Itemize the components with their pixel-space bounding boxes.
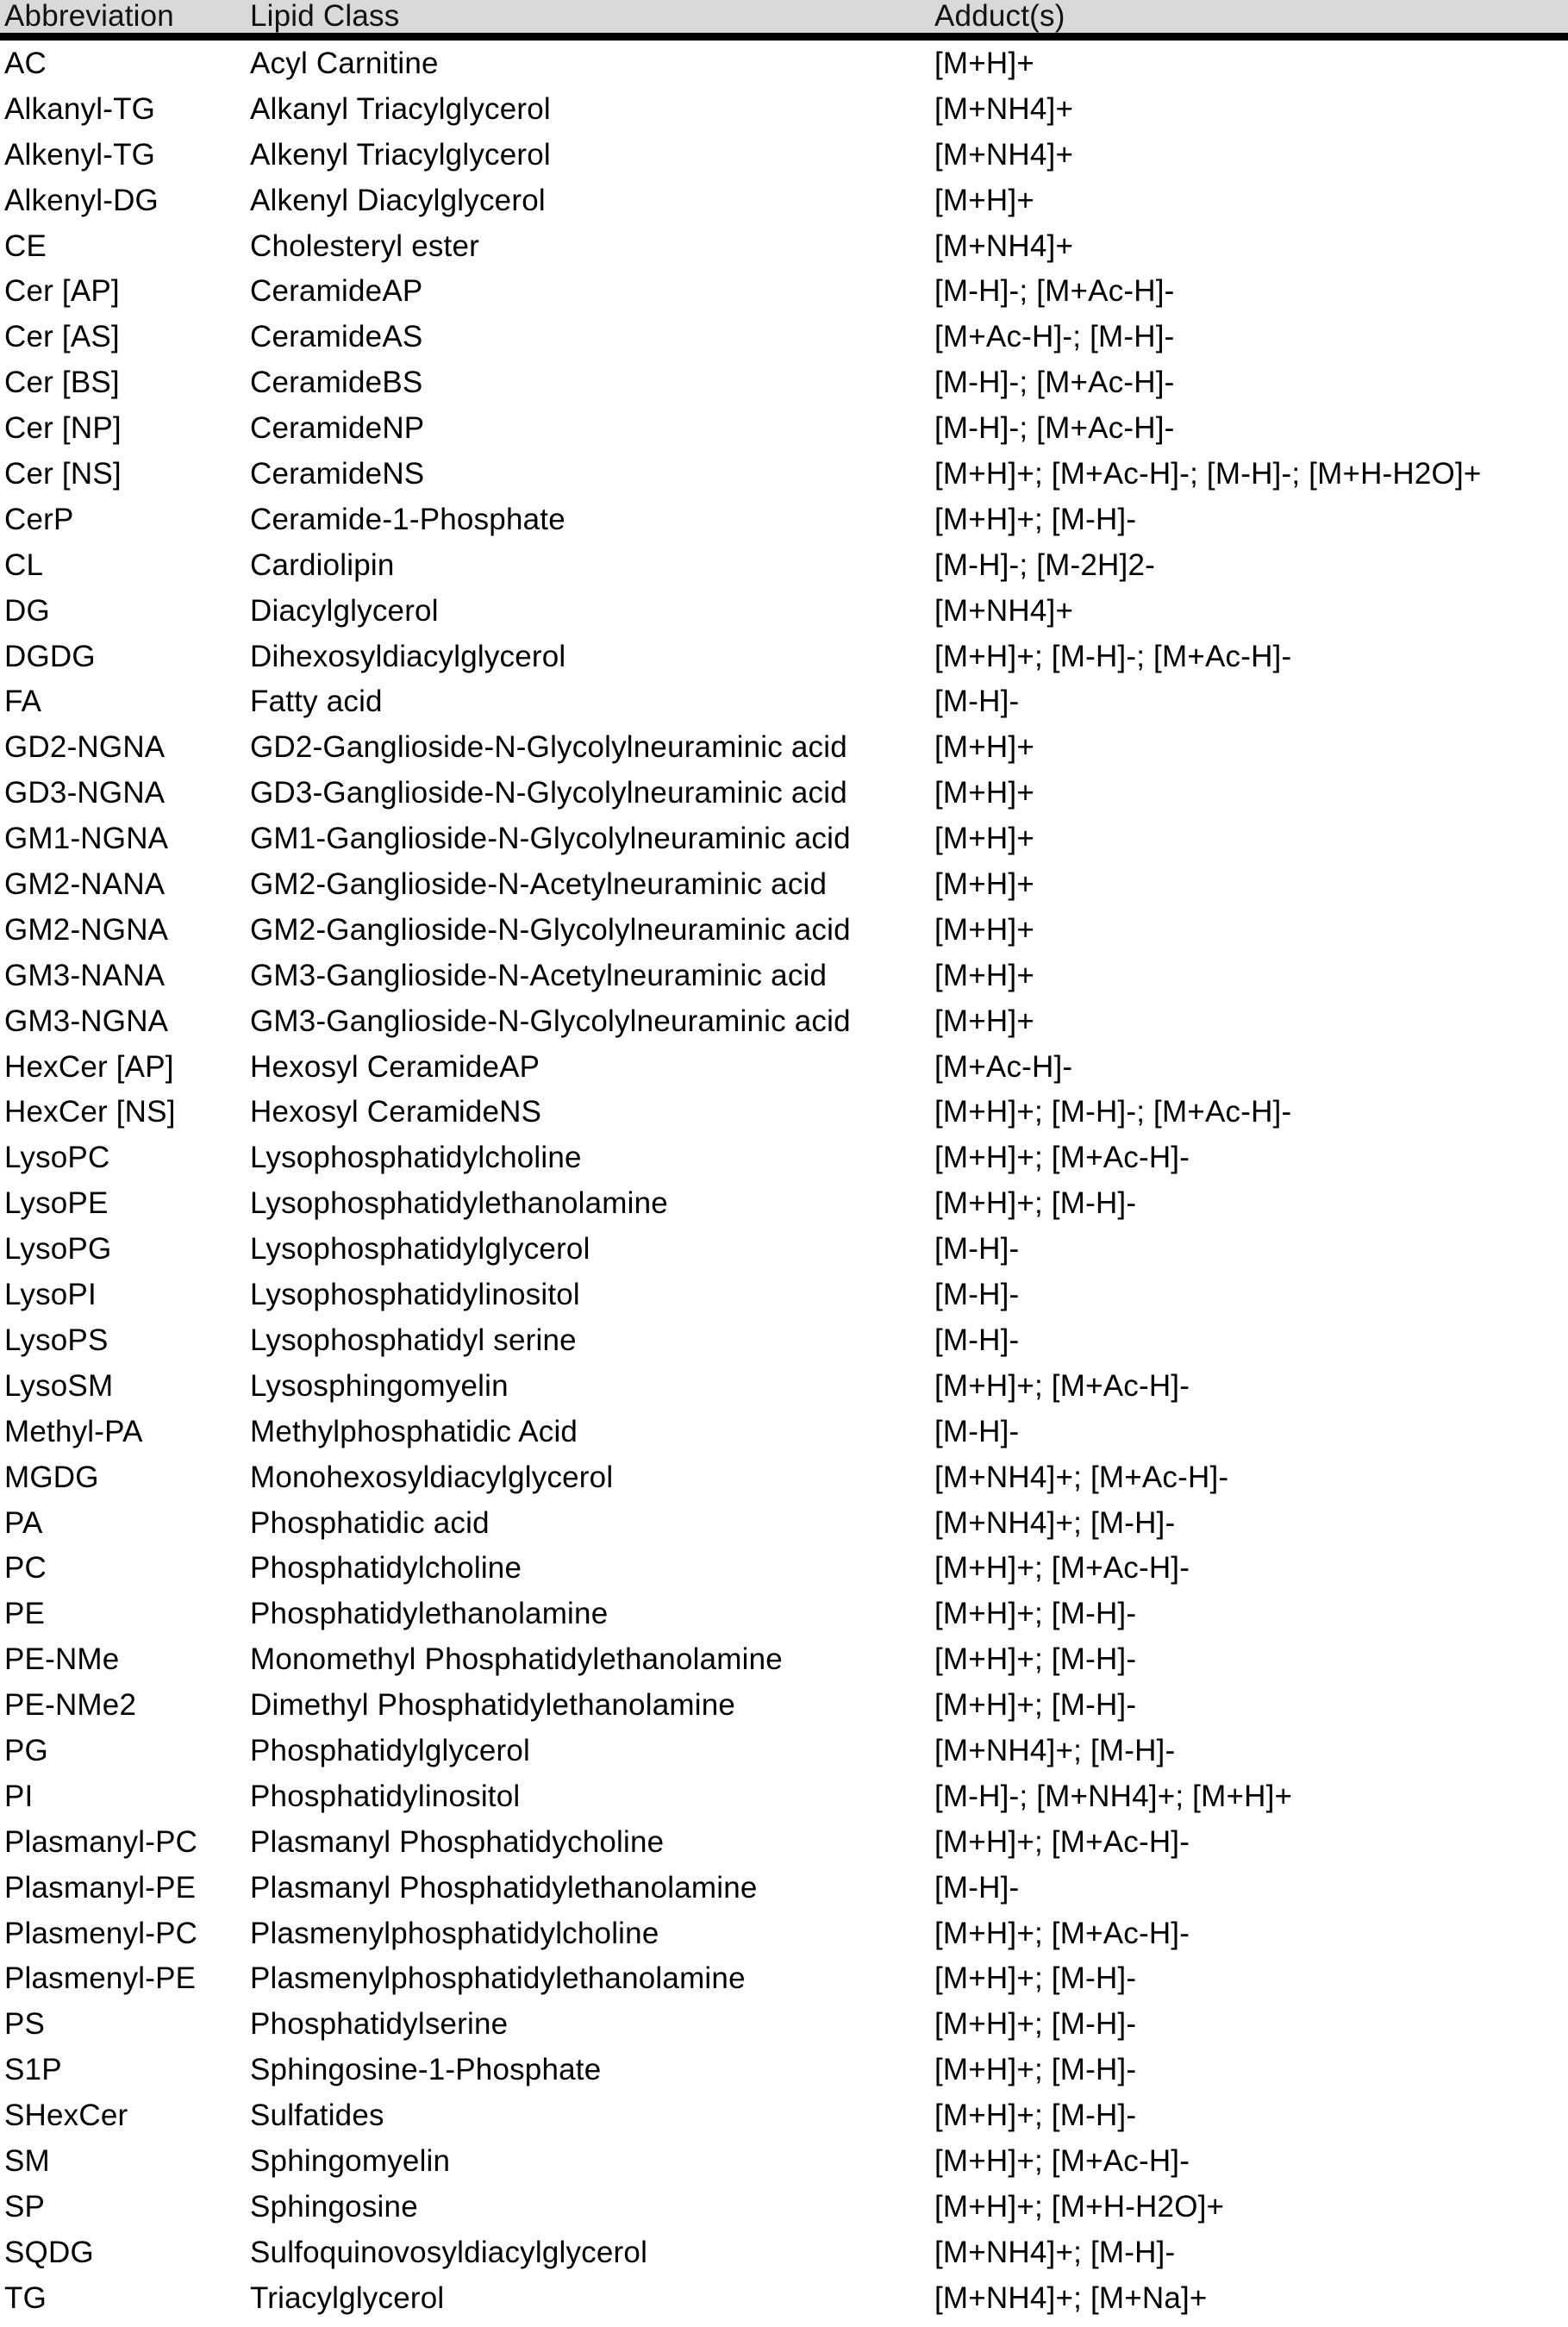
- cell-adducts: [M+H]+; [M-H]-: [934, 1186, 1137, 1221]
- cell-adducts: [M+Ac-H]-: [934, 1049, 1073, 1084]
- table-row: [0, 274, 1568, 320]
- table-row: [0, 1734, 1568, 1780]
- table-row: [0, 1688, 1568, 1734]
- cell-adducts: [M-H]-: [934, 1323, 1020, 1357]
- cell-lipid-class: Phosphatidylcholine: [250, 1551, 522, 1586]
- table-header-row: [0, 0, 1568, 33]
- table-row: [0, 1871, 1568, 1917]
- table-row: [0, 1369, 1568, 1415]
- cell-abbreviation: SQDG: [4, 2235, 94, 2269]
- cell-abbreviation: PI: [4, 1779, 34, 1813]
- cell-abbreviation: GM3-NANA: [4, 958, 166, 992]
- cell-abbreviation: GM1-NGNA: [4, 822, 169, 856]
- cell-abbreviation: LysoPG: [4, 1232, 112, 1267]
- cell-adducts: [M-H]-; [M+Ac-H]-: [934, 274, 1175, 309]
- cell-adducts: [M+H]+; [M-H]-: [934, 1597, 1137, 1631]
- table-row: [0, 92, 1568, 138]
- cell-lipid-class: Monohexosyldiacylglycerol: [250, 1460, 614, 1494]
- table-row: [0, 1597, 1568, 1642]
- cell-lipid-class: CeramideAP: [250, 274, 423, 309]
- cell-abbreviation: PE-NMe: [4, 1642, 120, 1677]
- cell-adducts: [M+H]+; [M+Ac-H]-: [934, 1141, 1190, 1175]
- cell-lipid-class: Phosphatidylserine: [250, 2007, 509, 2042]
- cell-adducts: [M-H]-; [M+Ac-H]-: [934, 411, 1175, 446]
- cell-lipid-class: Plasmenylphosphatidylcholine: [250, 1916, 659, 1950]
- table-row: [0, 184, 1568, 229]
- cell-adducts: [M+H]+; [M-H]-: [934, 2053, 1137, 2087]
- table-row: [0, 1642, 1568, 1688]
- cell-adducts: [M+H]+; [M-H]-: [934, 502, 1137, 536]
- cell-abbreviation: CE: [4, 228, 47, 263]
- cell-abbreviation: PA: [4, 1505, 43, 1540]
- table-row: [0, 1506, 1568, 1552]
- cell-lipid-class: Cardiolipin: [250, 547, 395, 582]
- cell-abbreviation: LysoPI: [4, 1278, 97, 1312]
- cell-lipid-class: GD3-Ganglioside-N-Glycolylneuraminic acid: [250, 776, 847, 810]
- cell-abbreviation: Plasmanyl-PE: [4, 1870, 197, 1905]
- cell-abbreviation: Cer [NS]: [4, 457, 122, 491]
- cell-adducts: [M+NH4]+; [M+Ac-H]-: [934, 1460, 1229, 1494]
- cell-abbreviation: PC: [4, 1551, 47, 1586]
- cell-lipid-class: Alkanyl Triacylglycerol: [250, 91, 551, 126]
- cell-adducts: [M+H]+: [934, 47, 1034, 80]
- cell-adducts: [M+NH4]+; [M-H]-: [934, 1733, 1176, 1767]
- cell-adducts: [M+H]+; [M-H]-; [M+Ac-H]-: [934, 639, 1292, 673]
- cell-lipid-class: Methylphosphatidic Acid: [250, 1414, 578, 1448]
- cell-abbreviation: S1P: [4, 2053, 62, 2087]
- cell-abbreviation: LysoPC: [4, 1141, 110, 1175]
- cell-lipid-class: Phosphatidic acid: [250, 1505, 490, 1540]
- cell-adducts: [M+NH4]+; [M-H]-: [934, 2235, 1176, 2269]
- cell-lipid-class: Sphingosine: [250, 2189, 418, 2224]
- cell-adducts: [M-H]-; [M+Ac-H]-: [934, 366, 1175, 400]
- cell-lipid-class: Sphingomyelin: [250, 2143, 451, 2178]
- cell-lipid-class: Alkenyl Diacylglycerol: [250, 183, 546, 217]
- cell-adducts: [M+H]+: [934, 776, 1034, 810]
- cell-abbreviation: GM3-NGNA: [4, 1004, 169, 1038]
- cell-adducts: [M+H]+; [M+Ac-H]-: [934, 2143, 1190, 2178]
- cell-lipid-class: GM2-Ganglioside-N-Acetylneuraminic acid: [250, 867, 828, 902]
- cell-abbreviation: Plasmenyl-PE: [4, 1961, 197, 1996]
- cell-adducts: [M+H]+: [934, 912, 1034, 947]
- cell-abbreviation: LysoPE: [4, 1186, 109, 1221]
- cell-lipid-class: Monomethyl Phosphatidylethanolamine: [250, 1642, 783, 1677]
- cell-abbreviation: DGDG: [4, 639, 96, 673]
- cell-lipid-class: Diacylglycerol: [250, 593, 439, 628]
- cell-adducts: [M+NH4]+: [934, 228, 1074, 263]
- table-row: [0, 730, 1568, 776]
- table-row: [0, 2190, 1568, 2236]
- cell-adducts: [M+NH4]+; [M+Na]+: [934, 2280, 1208, 2315]
- cell-abbreviation: GM2-NGNA: [4, 912, 169, 947]
- table-row: [0, 1323, 1568, 1369]
- cell-abbreviation: PS: [4, 2007, 46, 2042]
- table-row: [0, 685, 1568, 730]
- cell-adducts: [M-H]-: [934, 1414, 1020, 1448]
- cell-lipid-class: Plasmenylphosphatidylethanolamine: [250, 1961, 746, 1996]
- cell-abbreviation: Cer [AS]: [4, 320, 120, 354]
- cell-abbreviation: DG: [4, 593, 50, 628]
- cell-lipid-class: Sulfatides: [250, 2099, 384, 2133]
- cell-lipid-class: Cholesteryl ester: [250, 228, 480, 263]
- cell-lipid-class: CeramideNS: [250, 457, 425, 491]
- cell-abbreviation: MGDG: [4, 1460, 99, 1494]
- cell-abbreviation: FA: [4, 685, 42, 719]
- cell-lipid-class: GM1-Ganglioside-N-Glycolylneuraminic acid: [250, 822, 851, 856]
- cell-lipid-class: Lysophosphatidylglycerol: [250, 1232, 590, 1267]
- cell-abbreviation: AC: [4, 47, 47, 80]
- cell-lipid-class: Triacylglycerol: [250, 2280, 445, 2315]
- table-row: [0, 1415, 1568, 1461]
- cell-adducts: [M-H]-: [934, 1278, 1020, 1312]
- table-row: [0, 2099, 1568, 2144]
- cell-lipid-class: CeramideAS: [250, 320, 423, 354]
- table-row: [0, 320, 1568, 366]
- cell-adducts: [M+H]+; [M+H-H2O]+: [934, 2189, 1225, 2224]
- cell-abbreviation: Cer [BS]: [4, 366, 120, 400]
- cell-adducts: [M+H]+; [M+Ac-H]-: [934, 1368, 1190, 1403]
- cell-abbreviation: Methyl-PA: [4, 1414, 143, 1448]
- table-row: [0, 366, 1568, 411]
- table-row: [0, 1825, 1568, 1871]
- table-row: [0, 503, 1568, 548]
- table-row: [0, 1050, 1568, 1096]
- cell-lipid-class: Alkenyl Triacylglycerol: [250, 137, 551, 172]
- cell-abbreviation: CL: [4, 547, 44, 582]
- cell-adducts: [M+H]+; [M+Ac-H]-; [M-H]-; [M+H-H2O]+: [934, 457, 1482, 491]
- table-row: [0, 138, 1568, 184]
- table-row: [0, 1004, 1568, 1050]
- cell-lipid-class: GM3-Ganglioside-N-Acetylneuraminic acid: [250, 958, 828, 992]
- table-body: [0, 47, 1568, 2327]
- table-row: [0, 1186, 1568, 1232]
- cell-lipid-class: Acyl Carnitine: [250, 47, 439, 80]
- cell-lipid-class: CeramideBS: [250, 366, 423, 400]
- cell-abbreviation: LysoSM: [4, 1368, 114, 1403]
- cell-lipid-class: Fatty acid: [250, 685, 383, 719]
- cell-adducts: [M-H]-; [M+NH4]+; [M+H]+: [934, 1779, 1293, 1813]
- cell-lipid-class: GM2-Ganglioside-N-Glycolylneuraminic acid: [250, 912, 851, 947]
- cell-adducts: [M+H]+; [M-H]-: [934, 1961, 1137, 1996]
- cell-adducts: [M-H]-: [934, 1870, 1020, 1905]
- cell-abbreviation: PE-NMe2: [4, 1688, 137, 1723]
- cell-abbreviation: LysoPS: [4, 1323, 109, 1357]
- cell-lipid-class: Plasmanyl Phosphatidylethanolamine: [250, 1870, 758, 1905]
- cell-lipid-class: Lysophosphatidyl serine: [250, 1323, 577, 1357]
- table-row: [0, 1095, 1568, 1141]
- cell-adducts: [M-H]-: [934, 685, 1020, 719]
- cell-abbreviation: HexCer [NS]: [4, 1095, 176, 1129]
- cell-lipid-class: Lysophosphatidylethanolamine: [250, 1186, 668, 1221]
- cell-adducts: [M+H]+: [934, 958, 1034, 992]
- cell-abbreviation: Plasmanyl-PC: [4, 1824, 198, 1859]
- cell-adducts: [M+NH4]+: [934, 593, 1074, 628]
- header-abbreviation: Abbreviation: [4, 0, 174, 33]
- table-row: [0, 548, 1568, 594]
- cell-lipid-class: CeramideNP: [250, 411, 425, 446]
- cell-abbreviation: GD3-NGNA: [4, 776, 166, 810]
- cell-adducts: [M+H]+; [M-H]-; [M+Ac-H]-: [934, 1095, 1292, 1129]
- table-row: [0, 1232, 1568, 1278]
- cell-abbreviation: Plasmenyl-PC: [4, 1916, 198, 1950]
- table-row: [0, 867, 1568, 913]
- header-adducts: Adduct(s): [934, 0, 1065, 33]
- cell-adducts: [M-H]-; [M-2H]2-: [934, 547, 1155, 582]
- table-row: [0, 1551, 1568, 1597]
- cell-abbreviation: Cer [NP]: [4, 411, 122, 446]
- cell-abbreviation: SM: [4, 2143, 50, 2178]
- cell-lipid-class: Hexosyl CeramideNS: [250, 1095, 542, 1129]
- cell-lipid-class: Ceramide-1-Phosphate: [250, 502, 565, 536]
- cell-adducts: [M+H]+; [M+Ac-H]-: [934, 1824, 1190, 1859]
- cell-lipid-class: Phosphatidylinositol: [250, 1779, 521, 1813]
- table-row: [0, 640, 1568, 685]
- cell-lipid-class: Lysosphingomyelin: [250, 1368, 509, 1403]
- table-row: [0, 822, 1568, 867]
- cell-adducts: [M+H]+: [934, 822, 1034, 856]
- cell-adducts: [M+H]+; [M-H]-: [934, 1642, 1137, 1677]
- table-row: [0, 2236, 1568, 2281]
- cell-adducts: [M-H]-: [934, 1232, 1020, 1267]
- cell-lipid-class: GD2-Ganglioside-N-Glycolylneuraminic acid: [250, 730, 847, 765]
- table-row: [0, 1461, 1568, 1506]
- cell-abbreviation: Alkenyl-TG: [4, 137, 156, 172]
- cell-abbreviation: SP: [4, 2189, 46, 2224]
- cell-adducts: [M+H]+: [934, 730, 1034, 765]
- cell-lipid-class: Sulfoquinovosyldiacylglycerol: [250, 2235, 648, 2269]
- table-row: [0, 1917, 1568, 1962]
- cell-lipid-class: Sphingosine-1-Phosphate: [250, 2053, 602, 2087]
- table-row: [0, 47, 1568, 92]
- table-row: [0, 913, 1568, 959]
- cell-lipid-class: Lysophosphatidylcholine: [250, 1141, 582, 1175]
- table-row: [0, 1141, 1568, 1186]
- table-row: [0, 1961, 1568, 2007]
- table-row: [0, 959, 1568, 1004]
- cell-adducts: [M+H]+; [M-H]-: [934, 2099, 1137, 2133]
- table-row: [0, 457, 1568, 503]
- table-row: [0, 2053, 1568, 2099]
- cell-abbreviation: GM2-NANA: [4, 867, 166, 902]
- cell-adducts: [M+NH4]+: [934, 91, 1074, 126]
- cell-adducts: [M+H]+; [M+Ac-H]-: [934, 1551, 1190, 1586]
- table-row: [0, 411, 1568, 457]
- cell-adducts: [M+NH4]+; [M-H]-: [934, 1505, 1176, 1540]
- cell-adducts: [M+NH4]+: [934, 137, 1074, 172]
- cell-adducts: [M+H]+: [934, 867, 1034, 902]
- header-divider: [0, 33, 1568, 41]
- table-row: [0, 776, 1568, 822]
- header-lipid-class: Lipid Class: [250, 0, 400, 33]
- cell-adducts: [M+H]+; [M-H]-: [934, 1688, 1137, 1723]
- table-row: [0, 229, 1568, 275]
- cell-abbreviation: TG: [4, 2280, 47, 2315]
- table-row: [0, 1278, 1568, 1323]
- cell-abbreviation: SHexCer: [4, 2099, 128, 2133]
- cell-abbreviation: PG: [4, 1733, 48, 1767]
- cell-adducts: [M+H]+; [M+Ac-H]-: [934, 1916, 1190, 1950]
- table-row: [0, 1780, 1568, 1825]
- cell-abbreviation: Alkanyl-TG: [4, 91, 156, 126]
- cell-abbreviation: HexCer [AP]: [4, 1049, 174, 1084]
- cell-adducts: [M+H]+: [934, 183, 1034, 217]
- cell-abbreviation: Alkenyl-DG: [4, 183, 159, 217]
- cell-adducts: [M+Ac-H]-; [M-H]-: [934, 320, 1175, 354]
- cell-lipid-class: Plasmanyl Phosphatidycholine: [250, 1824, 665, 1859]
- cell-abbreviation: GD2-NGNA: [4, 730, 166, 765]
- table-row: [0, 2007, 1568, 2053]
- cell-lipid-class: Phosphatidylethanolamine: [250, 1597, 609, 1631]
- table-row: [0, 2281, 1568, 2327]
- cell-adducts: [M+H]+; [M-H]-: [934, 2007, 1137, 2042]
- cell-abbreviation: Cer [AP]: [4, 274, 120, 309]
- cell-abbreviation: CerP: [4, 502, 74, 536]
- cell-lipid-class: Phosphatidylglycerol: [250, 1733, 531, 1767]
- cell-adducts: [M+H]+: [934, 1004, 1034, 1038]
- cell-abbreviation: PE: [4, 1597, 46, 1631]
- table-row: [0, 594, 1568, 640]
- cell-lipid-class: Dimethyl Phosphatidylethanolamine: [250, 1688, 736, 1723]
- cell-lipid-class: Dihexosyldiacylglycerol: [250, 639, 566, 673]
- cell-lipid-class: Lysophosphatidylinositol: [250, 1278, 580, 1312]
- table-row: [0, 2144, 1568, 2190]
- cell-lipid-class: GM3-Ganglioside-N-Glycolylneuraminic acid: [250, 1004, 851, 1038]
- cell-lipid-class: Hexosyl CeramideAP: [250, 1049, 540, 1084]
